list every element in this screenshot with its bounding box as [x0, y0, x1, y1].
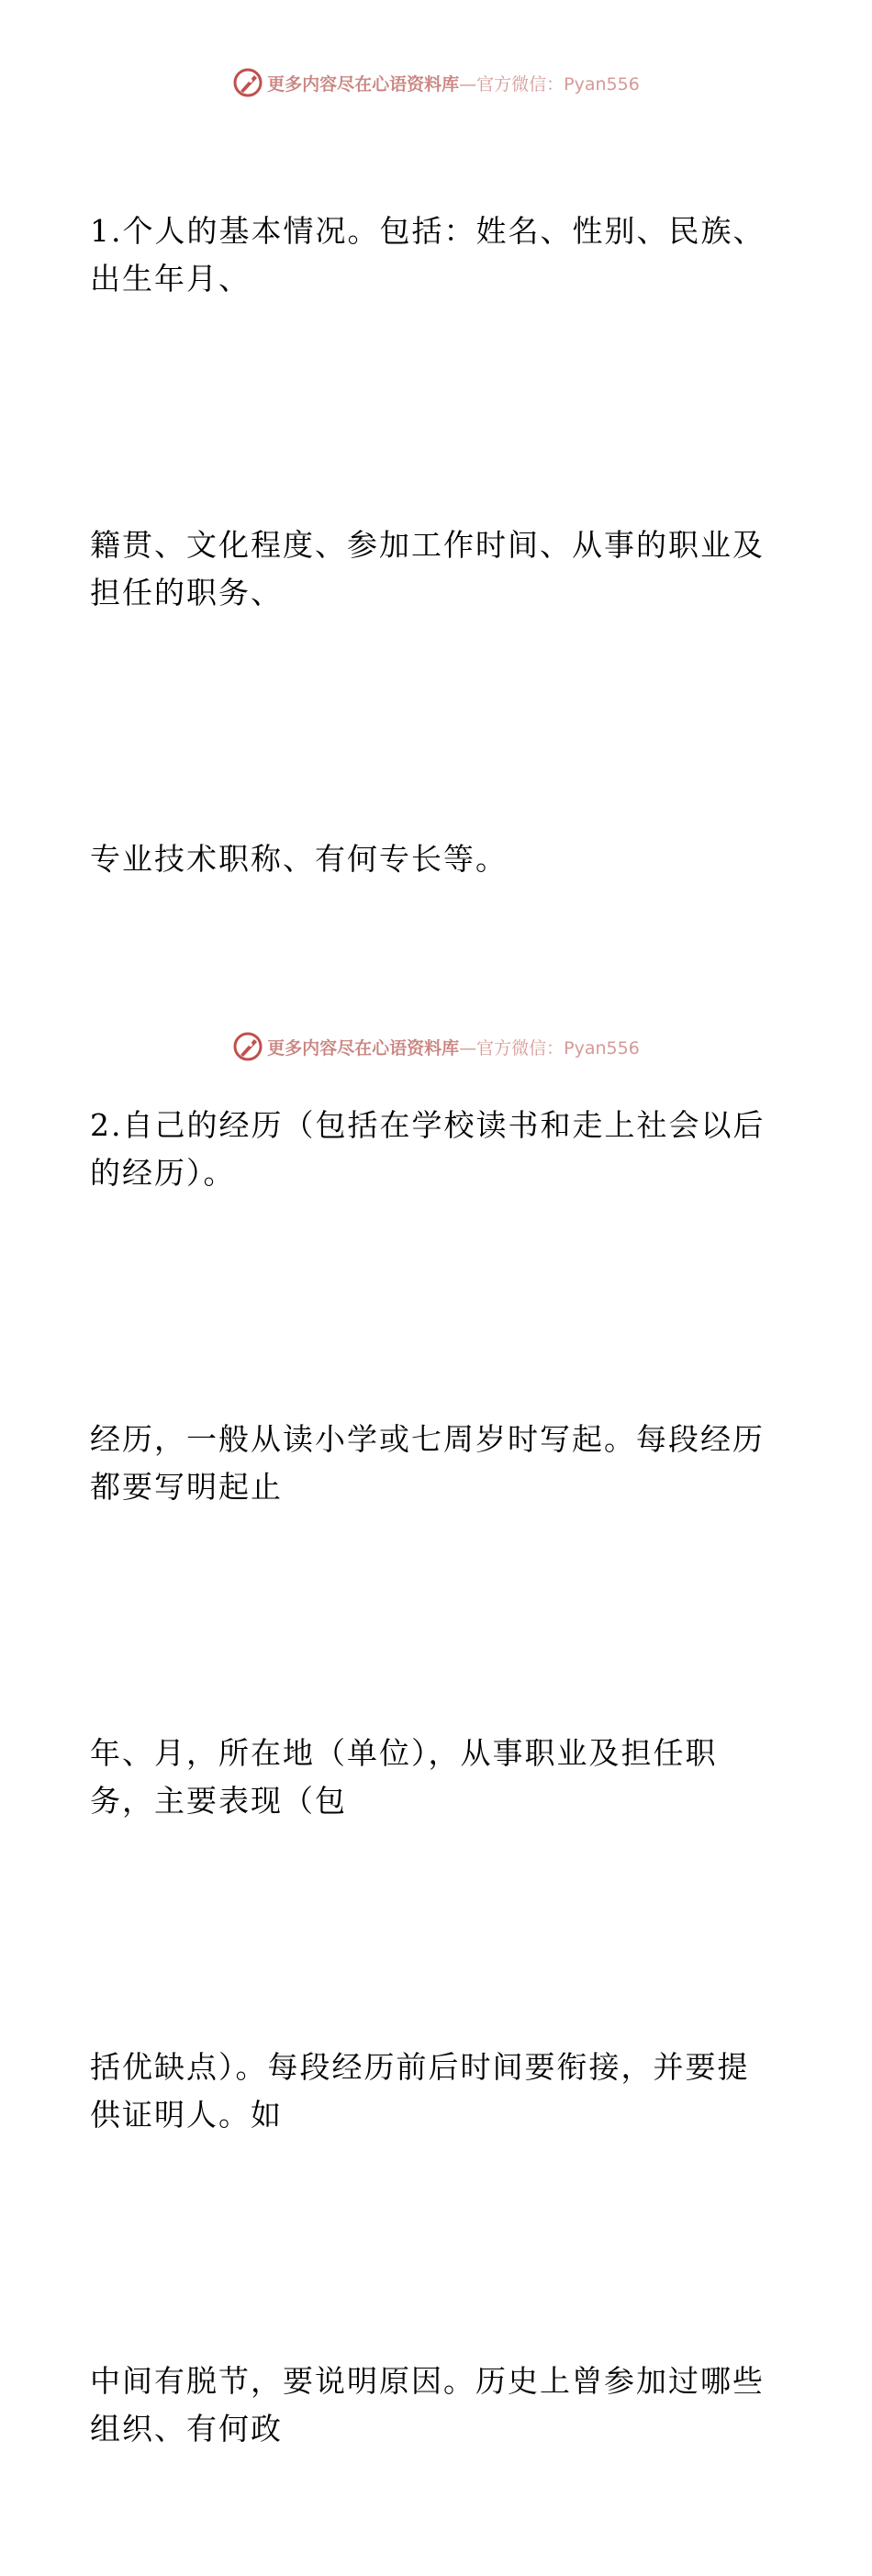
paragraph-line: 的经历）。	[90, 1155, 236, 1191]
header-banner	[0, 64, 872, 101]
paragraph-line: 1.个人的基本情况。包括：姓名、性别、民族、	[90, 213, 766, 249]
paragraph-line: 经历，一般从读小学或七周岁时写起。每段经历	[90, 1421, 765, 1457]
paragraph-line: 组织、有何政	[90, 2411, 283, 2447]
paragraph-line: 括优缺点）。每段经历前后时间要衔接，并要提	[90, 2049, 750, 2085]
header-banner-rest: —官方微信：Pyan556	[459, 73, 640, 95]
paragraph-line: 担任的职务、	[90, 575, 283, 610]
paragraph-6	[90, 1634, 769, 1921]
header-banner-main: 更多内容尽在心语资料库	[267, 73, 460, 95]
paragraph-line: 出生年月、	[90, 261, 251, 297]
paragraph-2	[90, 426, 769, 712]
footer-banner	[0, 1028, 872, 1065]
pen-nib-circle-icon	[232, 1031, 263, 1062]
paragraph-line: 务，主要表现（包	[90, 1783, 347, 1819]
document-body	[90, 112, 769, 2576]
paragraph-line: 籍贯、文化程度、参加工作时间、从事的职业及	[90, 527, 765, 563]
paragraph-line: 供证明人。如	[90, 2097, 283, 2133]
paragraph-line: 都要写明起止	[90, 1469, 283, 1505]
paragraph-line: 中间有脱节，要说明原因。历史上曾参加过哪些	[90, 2363, 765, 2399]
paragraph-line: 年、月，所在地（单位），从事职业及担任职	[90, 1735, 718, 1771]
pen-nib-circle-icon	[232, 67, 263, 98]
paragraph-7	[90, 1948, 769, 2234]
footer-banner-main: 更多内容尽在心语资料库	[267, 1037, 460, 1058]
paragraph-line: 专业技术职称、有何专长等。	[90, 841, 508, 877]
paragraph-line: 2.自己的经历（包括在学校读书和走上社会以后	[90, 1107, 766, 1143]
footer-banner-rest: —官方微信：Pyan556	[459, 1037, 640, 1058]
paragraph-5	[90, 1320, 769, 1607]
paragraph-3	[90, 740, 769, 979]
paragraph-8	[90, 2262, 769, 2548]
footer-banner-text	[267, 1035, 640, 1059]
paragraph-1	[90, 112, 769, 398]
header-banner-text	[267, 71, 640, 95]
